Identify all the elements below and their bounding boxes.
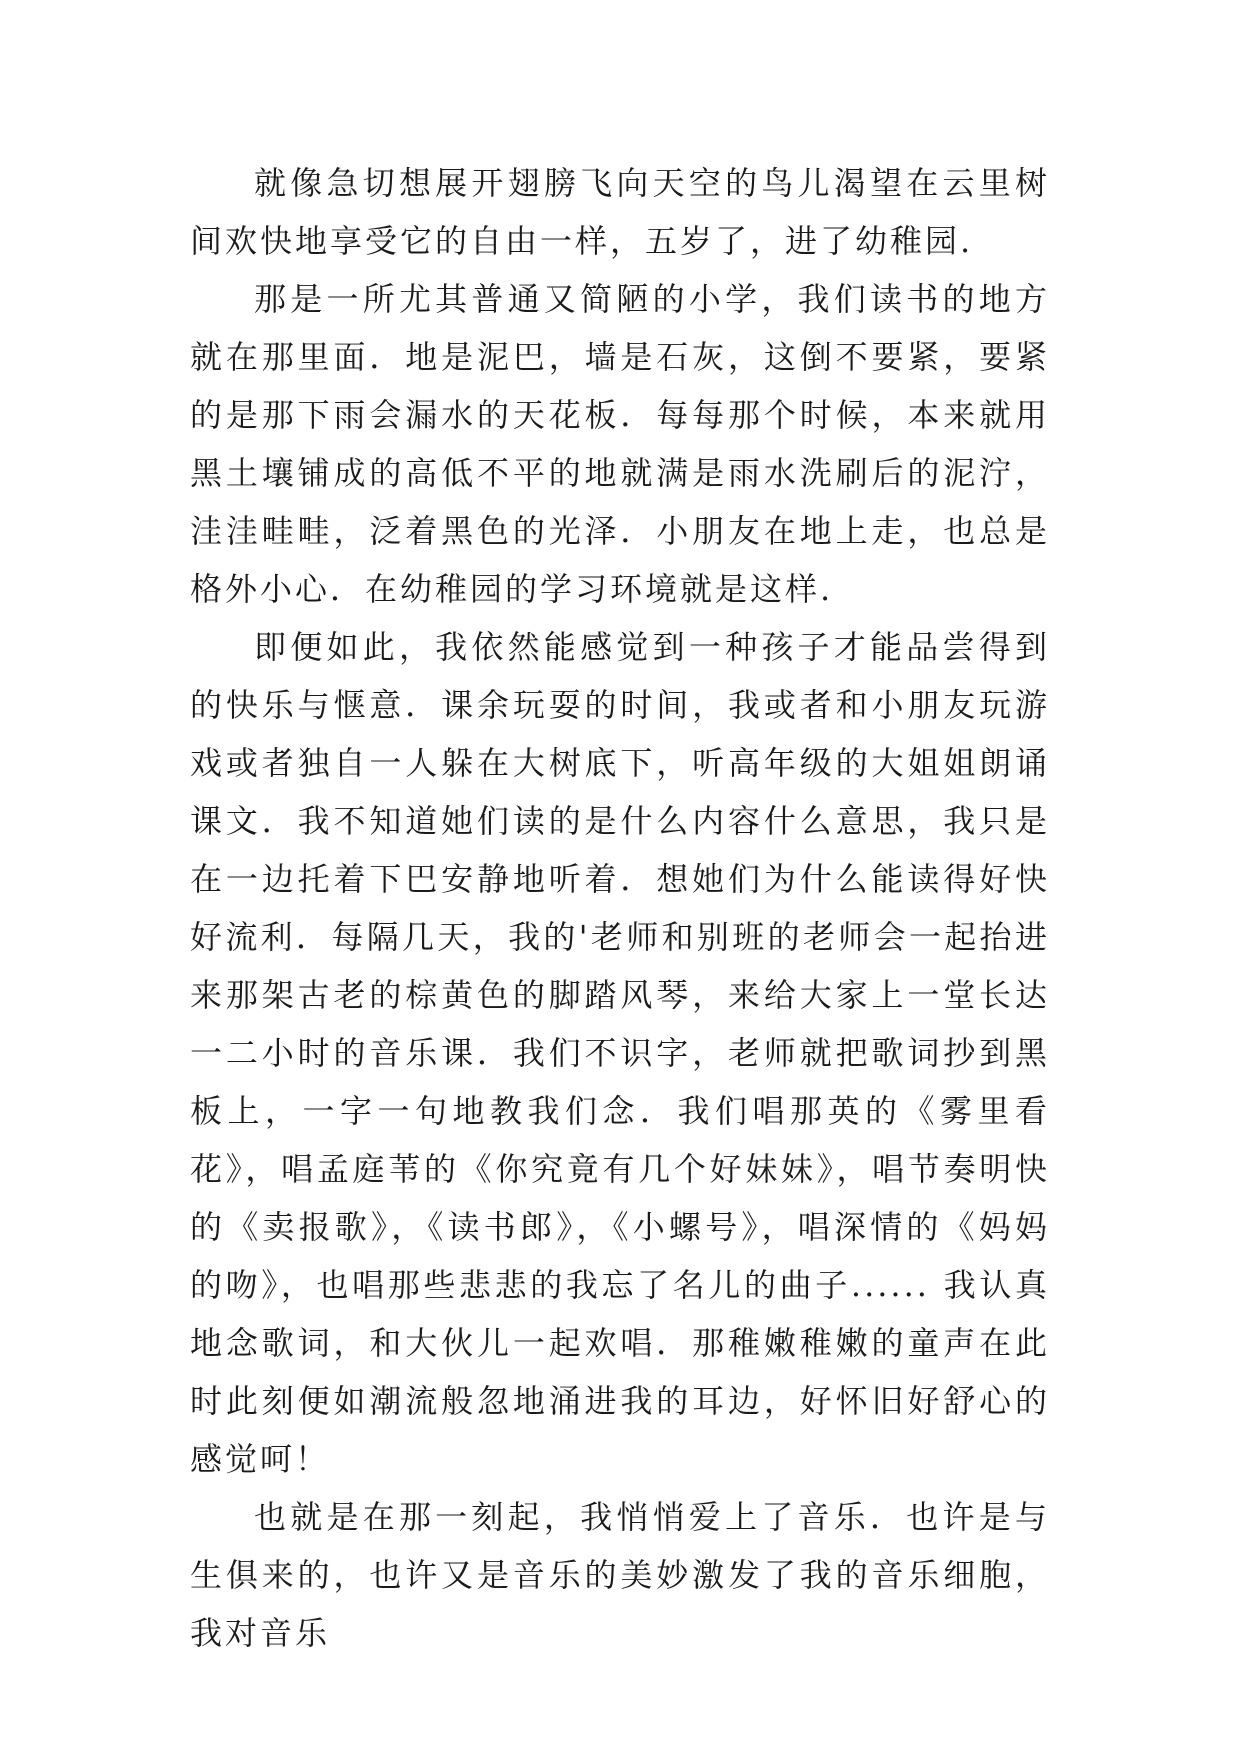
paragraph-4: 也就是在那一刻起，我悄悄爱上了音乐．也许是与生俱来的，也许又是音乐的美妙激发了我的音乐细胞，我对音乐	[190, 1498, 1050, 1652]
body-text	[190, 154, 1050, 1662]
paragraph-1: 就像急切想展开翅膀飞向天空的鸟儿渴望在云里树间欢快地享受它的自由一样，五岁了，进了幼稚园.	[190, 164, 1050, 260]
paragraph-3: 即便如此，我依然能感觉到一种孩子才能品尝得到的快乐与惬意．课余玩耍的时间，我或者和小朋友玩游戏或者独自一人躲在大树底下，听高年级的大姐姐朗诵课文．我不知道她们读的是什么内容什么意思，我只是在一边托着下巴安静地听着．想她们为什么能读得好快好流利．每隔几天，我的'老师和别班的老师会一起抬进来那架古老的棕黄色的脚踏风琴，来给大家上一堂长达一二小时的音乐课．我们不识字，老师就把歌词抄到黑板上，一字一句地教我们念．我们唱那英的《雾里看花》，唱孟庭苇的《你究竟有几个好妹妹》，唱节奏明快的《卖报歌》，《读书郎》，《小螺号》，唱深情的《妈妈的吻》，也唱那些悲悲的我忘了名儿的曲子...... 我认真地念歌词，和大伙儿一起欢唱．那稚嫩稚嫩的童声在此时此刻便如潮流般忽地涌进我的耳边，好怀旧好舒心的感觉呵！	[190, 628, 1050, 1478]
paragraph-2: 那是一所尤其普通又简陋的小学，我们读书的地方就在那里面．地是泥巴，墙是石灰，这倒不要紧，要紧的是那下雨会漏水的天花板．每每那个时候，本来就用黑土壤铺成的高低不平的地就满是雨水洗刷后的泥泞，洼洼畦畦，泛着黑色的光泽．小朋友在地上走，也总是格外小心．在幼稚园的学习环境就是这样.	[190, 280, 1050, 608]
